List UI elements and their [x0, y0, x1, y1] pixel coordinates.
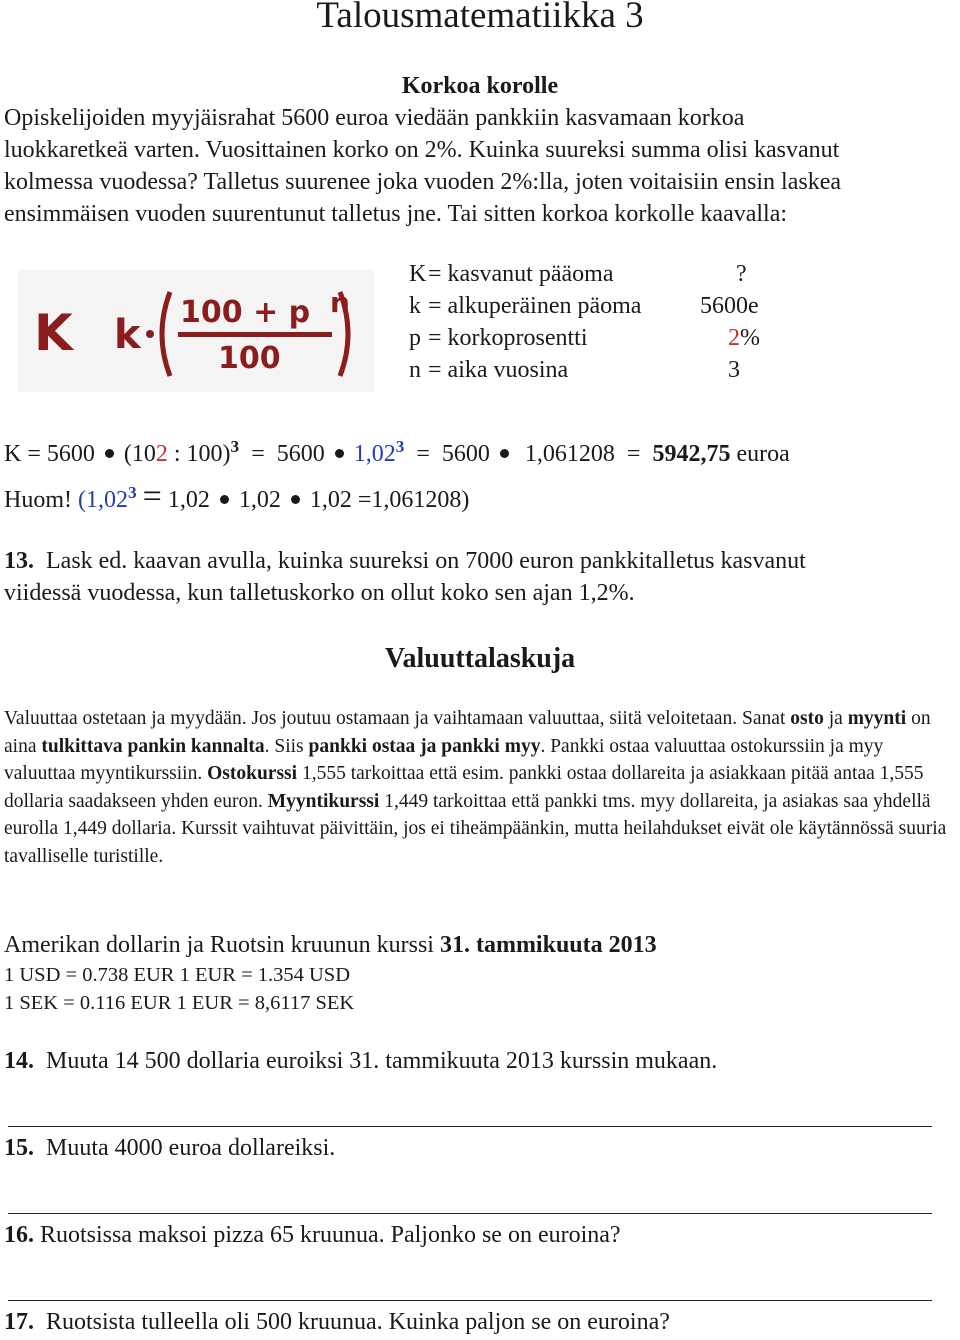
formula-dot [146, 330, 154, 338]
calculation-line: K = 5600 (102 : 100)$^3$ = 5600 1,02$^3$ = 5600 1,061208 = 5942,75 euroa [4, 437, 790, 467]
variable-value: 5600e [700, 293, 759, 319]
rates-heading: Amerikan dollarin ja Ruotsin kruunun kurssi 31. tammikuuta 2013 [4, 932, 657, 958]
variable-desc: = alkuperäinen päoma [428, 293, 642, 319]
section-heading-compound-interest: Korkoa korolle [401, 73, 559, 99]
currency-paragraph: Valuuttaa ostetaan ja myydään. Jos joutuu ostamaan ja vaihtamaan valuuttaa, siitä veloitetaan. Sanat osto ja myynti on aina tulkittava pankin kannalta. Siis pankki ostaa ja pankki myy. Pankki ostaa valuuttaa ostokurssiin ja myy valuuttaa myyntikurssiin. Ostokurssi 1,555 tarkoittaa että esim. pankki ostaa dollareita ja asiakkaan pitää antaa 1,555 dollaria saadakseen yhden euron. Myyntikurssi 1,449 tarkoittaa että pankki tms. myy dollareita, ja asiakas saa yhdellä eurolla 1,449 dollaria. Kurssit vaihtuvat päivittäin, jos ei tiheämpäänkin, mutta heilahdukset eivät ole käytännössä suuria tavalliselle turistille. [4, 708, 947, 867]
multiply-dot [220, 495, 229, 504]
formula-exponent: n [330, 286, 350, 319]
answer-line[interactable] [8, 1126, 932, 1127]
task-16: 16. Ruotsissa maksoi pizza 65 kruunua. Paljonko se on euroina? [4, 1222, 621, 1248]
task-13-line2: viidessä vuodessa, kun talletuskorko on ollut koko sen ajan 1,2%. [4, 580, 635, 606]
formula-left-paren [162, 292, 170, 376]
task-17: 17. Ruotsista tulleella oli 500 kruunua. Kuinka paljon se on euroina? [4, 1309, 670, 1335]
variable-desc: = aika vuosina [428, 357, 569, 383]
paragraph-line: Opiskelijoiden myyjäisrahat 5600 euroa viedään pankkiin kasvamaan korkoa [4, 105, 745, 131]
note-line: Huom! (1,02$^3$ = 1,02 1,02 1,02 =1,061208) [4, 478, 470, 515]
paragraph-line: luokkaretkeä varten. Vuosittainen korko on 2%. Kuinka suureksi summa olisi kasvanut [4, 137, 840, 163]
answer-line[interactable] [8, 1300, 932, 1301]
multiply-dot [291, 495, 300, 504]
paragraph-line: kolmessa vuodessa? Talletus suurenee joka vuoden 2%:lla, joten voitaisiin ensin laskea [4, 169, 842, 195]
formula-denominator: 100 [218, 341, 281, 376]
multiply-dot [105, 449, 114, 458]
calculation-result: 5942,75 [652, 441, 731, 467]
compound-interest-formula [18, 270, 374, 392]
variable-desc: = kasvanut pääoma [428, 261, 614, 287]
formula-k: k [114, 312, 141, 358]
paragraph-line: ensimmäisen vuoden suurentunut talletus jne. Tai sitten korkoa korkolle kaavalla: [4, 201, 788, 227]
variable-value: ? [736, 261, 747, 287]
formula-numerator: 100 + p [180, 295, 311, 330]
rate-sek: 1 SEK = 0.116 EUR 1 EUR = 8,6117 SEK [4, 992, 355, 1014]
formula-fraction-bar [178, 332, 332, 337]
rate-usd: 1 USD = 0.738 EUR 1 EUR = 1.354 USD [4, 964, 351, 986]
variable-value: 3 [728, 357, 740, 383]
variable-value: 2% [728, 325, 760, 351]
task-14: 14. Muuta 14 500 dollaria euroiksi 31. tammikuuta 2013 kurssin mukaan. [4, 1048, 718, 1074]
task-15: 15. Muuta 4000 euroa dollareiksi. [4, 1135, 336, 1161]
variable-desc: = korkoprosentti [428, 325, 588, 351]
formula-K: K [34, 304, 73, 362]
multiply-dot [335, 449, 344, 458]
multiply-dot [500, 449, 509, 458]
task-13: 13. Lask ed. kaavan avulla, kuinka suureksi on 7000 euron pankkitalletus kasvanut [4, 548, 806, 574]
page-title: Talousmatematiikka 3 [316, 0, 644, 36]
formula-graphic [18, 270, 374, 392]
variable-name: k [409, 293, 421, 319]
variable-name: p [409, 325, 421, 351]
section-heading-currency: Valuuttalaskuja [384, 643, 576, 674]
answer-line[interactable] [8, 1213, 932, 1214]
variable-name: n [409, 357, 421, 383]
variable-name: K [409, 261, 427, 287]
